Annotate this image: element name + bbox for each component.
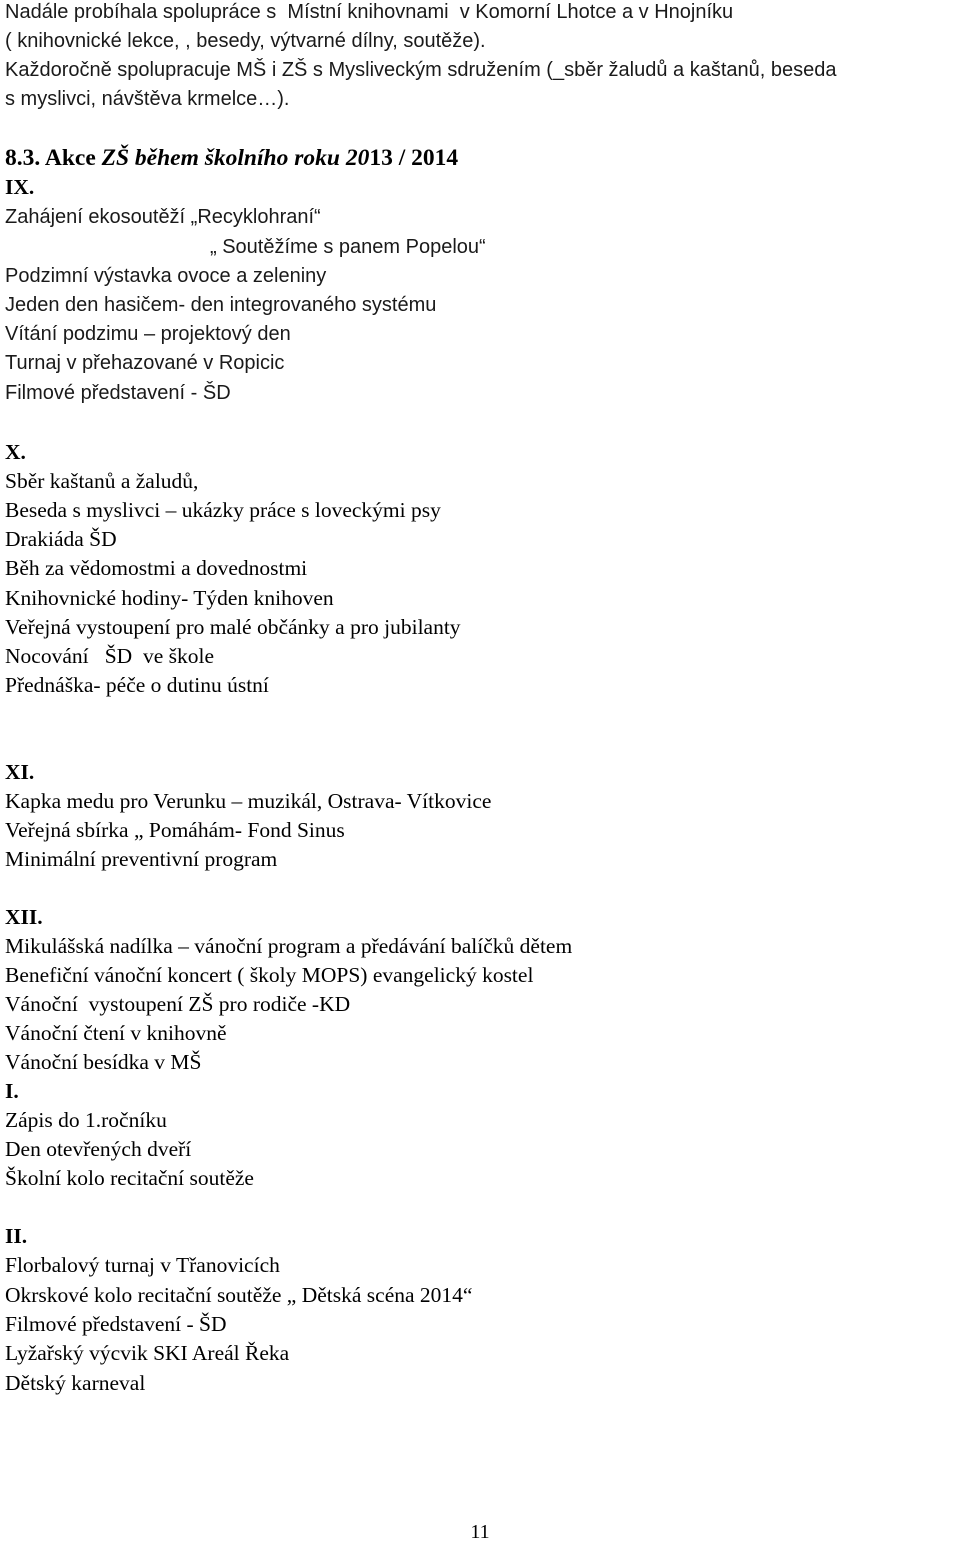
month-label-ix: IX.	[5, 175, 35, 199]
section-title-end: 13 / 2014	[369, 145, 459, 171]
event-item: Turnaj v přehazované v Ropicic	[5, 352, 285, 374]
event-item: Běh za vědomostmi a dovednostmi	[5, 556, 308, 580]
event-item: Filmové představení - ŠD	[5, 382, 231, 404]
event-item: Přednáška- péče o dutinu ústní	[5, 673, 269, 697]
section-heading	[5, 146, 458, 171]
event-item: Drakiáda ŠD	[5, 527, 117, 551]
section-title-plain: Akce	[44, 145, 96, 171]
month-label-x: X.	[5, 440, 26, 464]
event-item: Veřejná sbírka „ Pomáhám- Fond Sinus	[5, 818, 345, 842]
section-number: 8.3.	[5, 145, 41, 171]
event-item: Lyžařský výcvik SKI Areál Řeka	[5, 1341, 290, 1365]
event-item: Den otevřených dveří	[5, 1137, 192, 1161]
event-item: Kapka medu pro Verunku – muzikál, Ostrava- Vítkovice	[5, 789, 492, 813]
event-item: Veřejná vystoupení pro malé občánky a pro jubilanty	[5, 615, 461, 639]
intro-line: Každoročně spolupracuje MŠ i ZŠ s Mysliveckým sdružením (_sběr žaludů a kaštanů, beseda	[5, 59, 837, 81]
event-item: Dětský karneval	[5, 1371, 146, 1395]
event-item: Vánoční besídka v MŠ	[5, 1050, 202, 1074]
event-item: Podzimní výstavka ovoce a zeleniny	[5, 265, 327, 287]
event-item: Vánoční čtení v knihovně	[5, 1021, 227, 1045]
event-item: Školní kolo recitační soutěže	[5, 1166, 254, 1190]
event-item: Jeden den hasičem- den integrovaného systému	[5, 294, 437, 316]
event-item: Knihovnické hodiny- Týden knihoven	[5, 586, 334, 610]
event-item: „ Soutěžíme s panem Popelou“	[210, 236, 486, 258]
event-item: Sběr kaštanů a žaludů,	[5, 469, 199, 493]
intro-line: Nadále probíhala spolupráce s Místní knihovnami v Komorní Lhotce a v Hnojníku	[5, 1, 734, 23]
month-label-i: I.	[5, 1079, 19, 1103]
event-item: Zápis do 1.ročníku	[5, 1108, 167, 1132]
event-item: Benefiční vánoční koncert ( školy MOPS) evangelický kostel	[5, 963, 534, 987]
event-item: Okrskové kolo recitační soutěže „ Dětská scéna 2014“	[5, 1283, 473, 1307]
month-label-ii: II.	[5, 1224, 28, 1248]
section-title-italic: ZŠ během školního roku 20	[101, 145, 370, 171]
event-item: Minimální preventivní program	[5, 847, 278, 871]
event-item: Mikulášská nadílka – vánoční program a předávání balíčků dětem	[5, 934, 573, 958]
event-item: Florbalový turnaj v Třanovicích	[5, 1253, 280, 1277]
event-item: Vánoční vystoupení ZŠ pro rodiče -KD	[5, 992, 351, 1016]
month-label-xii: XII.	[5, 905, 43, 929]
intro-line: ( knihovnické lekce, , besedy, výtvarné dílny, soutěže).	[5, 30, 486, 52]
event-item: Filmové představení - ŠD	[5, 1312, 227, 1336]
event-item: Vítání podzimu – projektový den	[5, 323, 291, 345]
page-number: 11	[470, 1521, 490, 1543]
event-item: Beseda s myslivci – ukázky práce s loveckými psy	[5, 498, 441, 522]
event-item: Nocování ŠD ve škole	[5, 644, 214, 668]
event-item: Zahájení ekosoutěží „Recyklohraní“	[5, 206, 321, 228]
month-label-xi: XI.	[5, 760, 35, 784]
intro-line: s myslivci, návštěva krmelce…).	[5, 88, 290, 110]
